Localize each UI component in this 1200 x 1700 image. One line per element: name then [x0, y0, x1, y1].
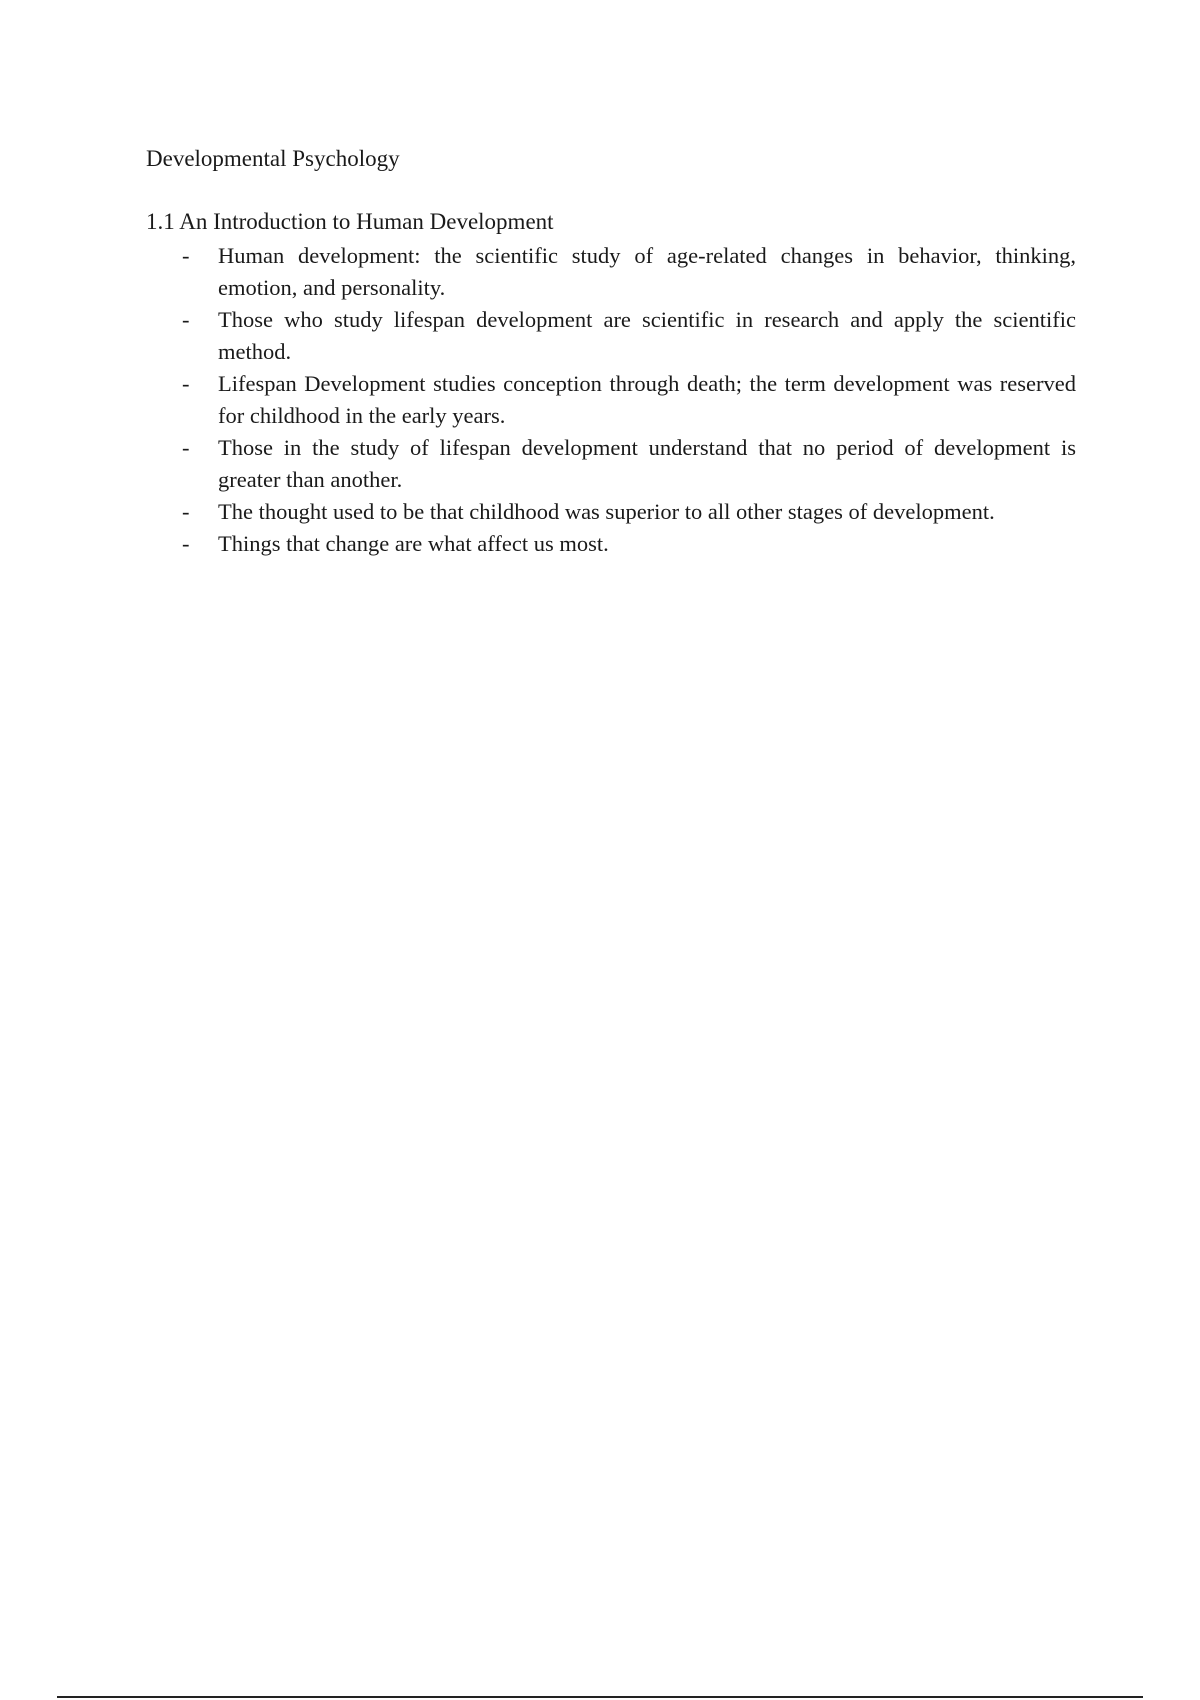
- dash-bullet-icon: -: [182, 243, 190, 268]
- list-item: [146, 368, 1076, 432]
- section-heading: 1.1 An Introduction to Human Development: [146, 209, 554, 234]
- dash-bullet-icon: -: [182, 307, 190, 332]
- list-item-text: Those in the study of lifespan development understand that no period of development is greater than another.: [218, 435, 1076, 492]
- list-item: [146, 304, 1076, 368]
- list-item-text: Lifespan Development studies conception through death; the term development was reserved for childhood in the early years.: [218, 371, 1076, 428]
- list-item: [146, 528, 1076, 560]
- list-item: [146, 496, 1076, 528]
- list-item-text: Those who study lifespan development are scientific in research and apply the scientific method.: [218, 307, 1076, 364]
- dash-bullet-icon: -: [182, 499, 190, 524]
- list-item: [146, 240, 1076, 304]
- dash-bullet-icon: -: [182, 531, 190, 556]
- list-item: [146, 432, 1076, 496]
- list-item-text: The thought used to be that childhood was superior to all other stages of development.: [218, 499, 995, 524]
- list-item-text: Things that change are what affect us most.: [218, 531, 609, 556]
- dash-bullet-icon: -: [182, 435, 190, 460]
- document-title: Developmental Psychology: [146, 146, 400, 171]
- dash-bullet-icon: -: [182, 371, 190, 396]
- list-item-text: Human development: the scientific study of age-related changes in behavior, thinking, emotion, and personality.: [218, 243, 1076, 300]
- page-bottom-divider: [57, 1696, 1143, 1698]
- notes-list: [146, 240, 1076, 560]
